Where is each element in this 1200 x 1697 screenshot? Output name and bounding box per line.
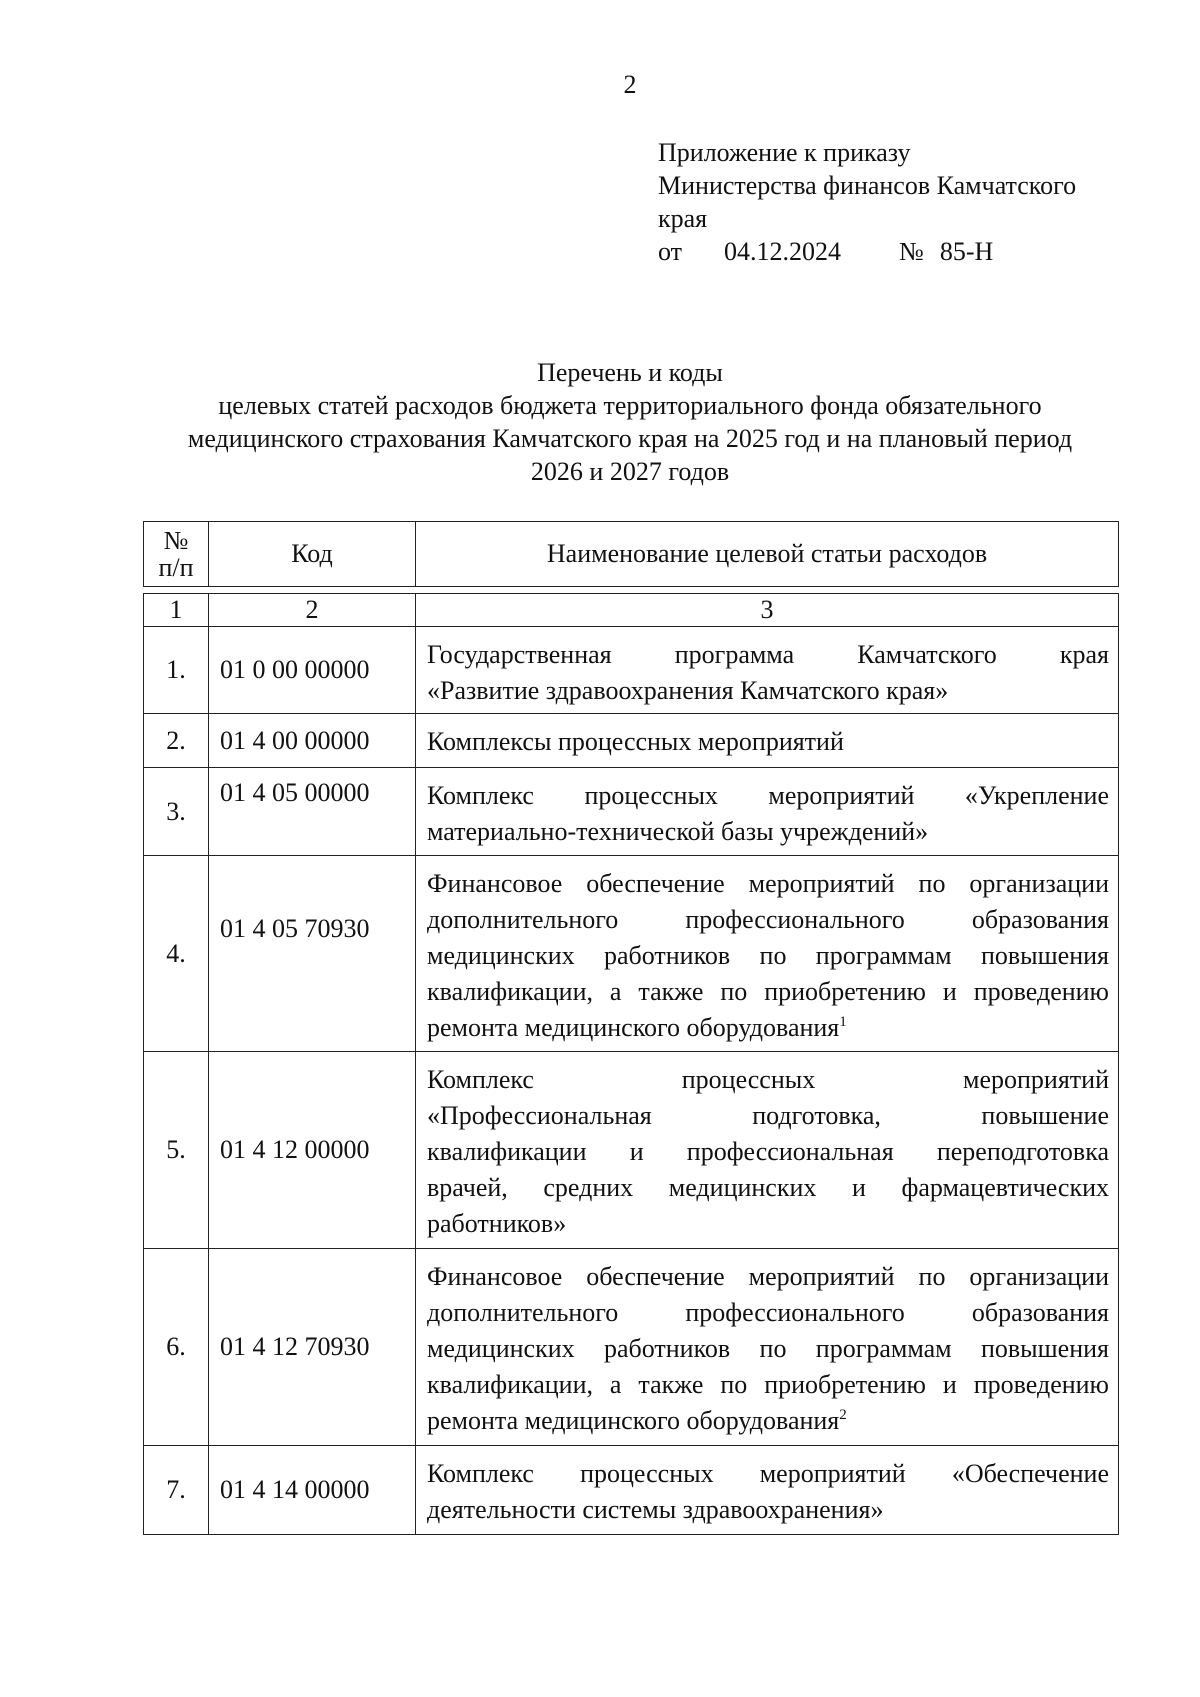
from-label: от [658,237,683,266]
row-name-text: квалификации, а также по приобретению и проведению [427,977,1109,1006]
row-name-text: дополнительного профессионального образования [427,905,1109,934]
appendix-line-2: Министерства финансов Камчатского [658,171,1077,200]
row-name-text: Комплексы процессных мероприятий [427,727,844,756]
row-number: 6. [144,1249,209,1446]
row-name-text: деятельности системы здравоохранения» [427,1495,884,1524]
row-name-text: медицинских работников по программам повышения [427,1334,1109,1363]
title-line-1: Перечень и коды [537,358,723,387]
row-number: 3. [144,768,209,856]
row-code: 01 4 05 00000 [209,768,416,856]
footnote-marker: 1 [839,1014,847,1030]
row-name-line [427,1456,1109,1492]
target-articles-table [143,593,1119,1535]
row-name-line [427,778,1109,814]
row-code: 01 4 00 00000 [209,714,416,768]
row-name-text: ремонта медицинского оборудования [427,1406,840,1435]
row-name-text: «Профессиональная подготовка, повышение [427,1101,1109,1130]
order-date: 04.12.2024 [724,237,842,266]
header-code: Код [209,522,416,587]
title-line-3: медицинского страхования Камчатского края на 2025 год и на плановый период [187,424,1073,453]
row-code: 01 0 00 00000 [209,627,416,714]
row-number: 5. [144,1052,209,1249]
row-name-line [427,866,1109,902]
document-title [130,356,1130,488]
appendix-line-3: края [658,204,708,233]
row-name-text: материально-технической базы учреждений» [427,817,929,846]
row-name-line [427,902,1109,938]
row-name-text: Финансовое обеспечение мероприятий по организации [427,1262,1109,1291]
row-name-line [427,1010,1109,1046]
row-name-text: Комплекс процессных мероприятий «Обеспечение [427,1459,1109,1488]
row-name [416,1446,1119,1535]
order-number: 85-Н [939,237,994,266]
header-num [144,522,209,587]
row-name-text: медицинских работников по программам повышения [427,941,1109,970]
row-name-line [427,673,1109,709]
row-name [416,1249,1119,1446]
page-number: 2 [623,70,637,99]
row-name-text: ремонта медицинского оборудования [427,1013,840,1042]
row-name-text: квалификации и профессиональная переподготовка [427,1137,1109,1166]
row-name-line [427,1206,1109,1242]
row-name-line [427,974,1109,1010]
table-header [143,521,1119,587]
row-name-line [427,814,1109,850]
appendix-block [658,136,1158,268]
table-row [144,714,1119,768]
table-row [144,768,1119,856]
row-name-line [427,724,1109,760]
row-name [416,768,1119,856]
footnote-marker: 2 [839,1407,847,1423]
table-row [144,1052,1119,1249]
row-name-text: квалификации, а также по приобретению и проведению [427,1370,1109,1399]
table-row [144,1249,1119,1446]
header-num-pp: п/п [158,553,194,582]
row-name-text: Комплекс процессных мероприятий «Укрепление [427,781,1109,810]
column-index: 1 [144,594,209,627]
row-number: 7. [144,1446,209,1535]
order-reference [658,235,1158,268]
row-number: 2. [144,714,209,768]
row-name-line [427,1098,1109,1134]
row-name-line [427,1367,1109,1403]
title-line-4: 2026 и 2027 годов [530,457,730,486]
row-name [416,627,1119,714]
row-number: 1. [144,627,209,714]
column-index-row [144,594,1119,627]
row-name-text: врачей, средних медицинских и фармацевтических [427,1173,1109,1202]
row-name [416,1052,1119,1249]
row-name-line [427,1331,1109,1367]
table-row [144,627,1119,714]
row-name-line [427,637,1109,673]
row-name-line [427,1170,1109,1206]
table-row [144,1446,1119,1535]
row-number: 4. [144,856,209,1052]
table-row [144,856,1119,1052]
appendix-line-1: Приложение к приказу [658,138,911,167]
row-name-line [427,1062,1109,1098]
row-name-text: Финансовое обеспечение мероприятий по организации [427,869,1109,898]
header-num-sign: № [163,526,189,555]
column-index: 2 [209,594,416,627]
title-line-2: целевых статей расходов бюджета территориального фонда обязательного [218,391,1042,420]
row-code: 01 4 14 00000 [209,1446,416,1535]
number-sign: № [899,237,924,266]
row-name-line [427,1259,1109,1295]
row-name [416,856,1119,1052]
row-name-line [427,1492,1109,1528]
header-name: Наименование целевой статьи расходов [416,522,1119,587]
row-name-text: «Развитие здравоохранения Камчатского края» [427,676,949,705]
column-index: 3 [416,594,1119,627]
row-name-text: Государственная программа Камчатского края [427,640,1109,669]
row-name [416,714,1119,768]
row-name-line [427,1134,1109,1170]
row-name-line [427,1295,1109,1331]
row-code: 01 4 05 70930 [209,856,416,1052]
row-name-text: работников» [427,1209,567,1238]
row-name-line [427,938,1109,974]
row-name-text: дополнительного профессионального образования [427,1298,1109,1327]
row-name-line [427,1403,1109,1439]
row-code: 01 4 12 70930 [209,1249,416,1446]
row-code: 01 4 12 00000 [209,1052,416,1249]
row-name-text: Комплекс процессных мероприятий [427,1065,1109,1094]
